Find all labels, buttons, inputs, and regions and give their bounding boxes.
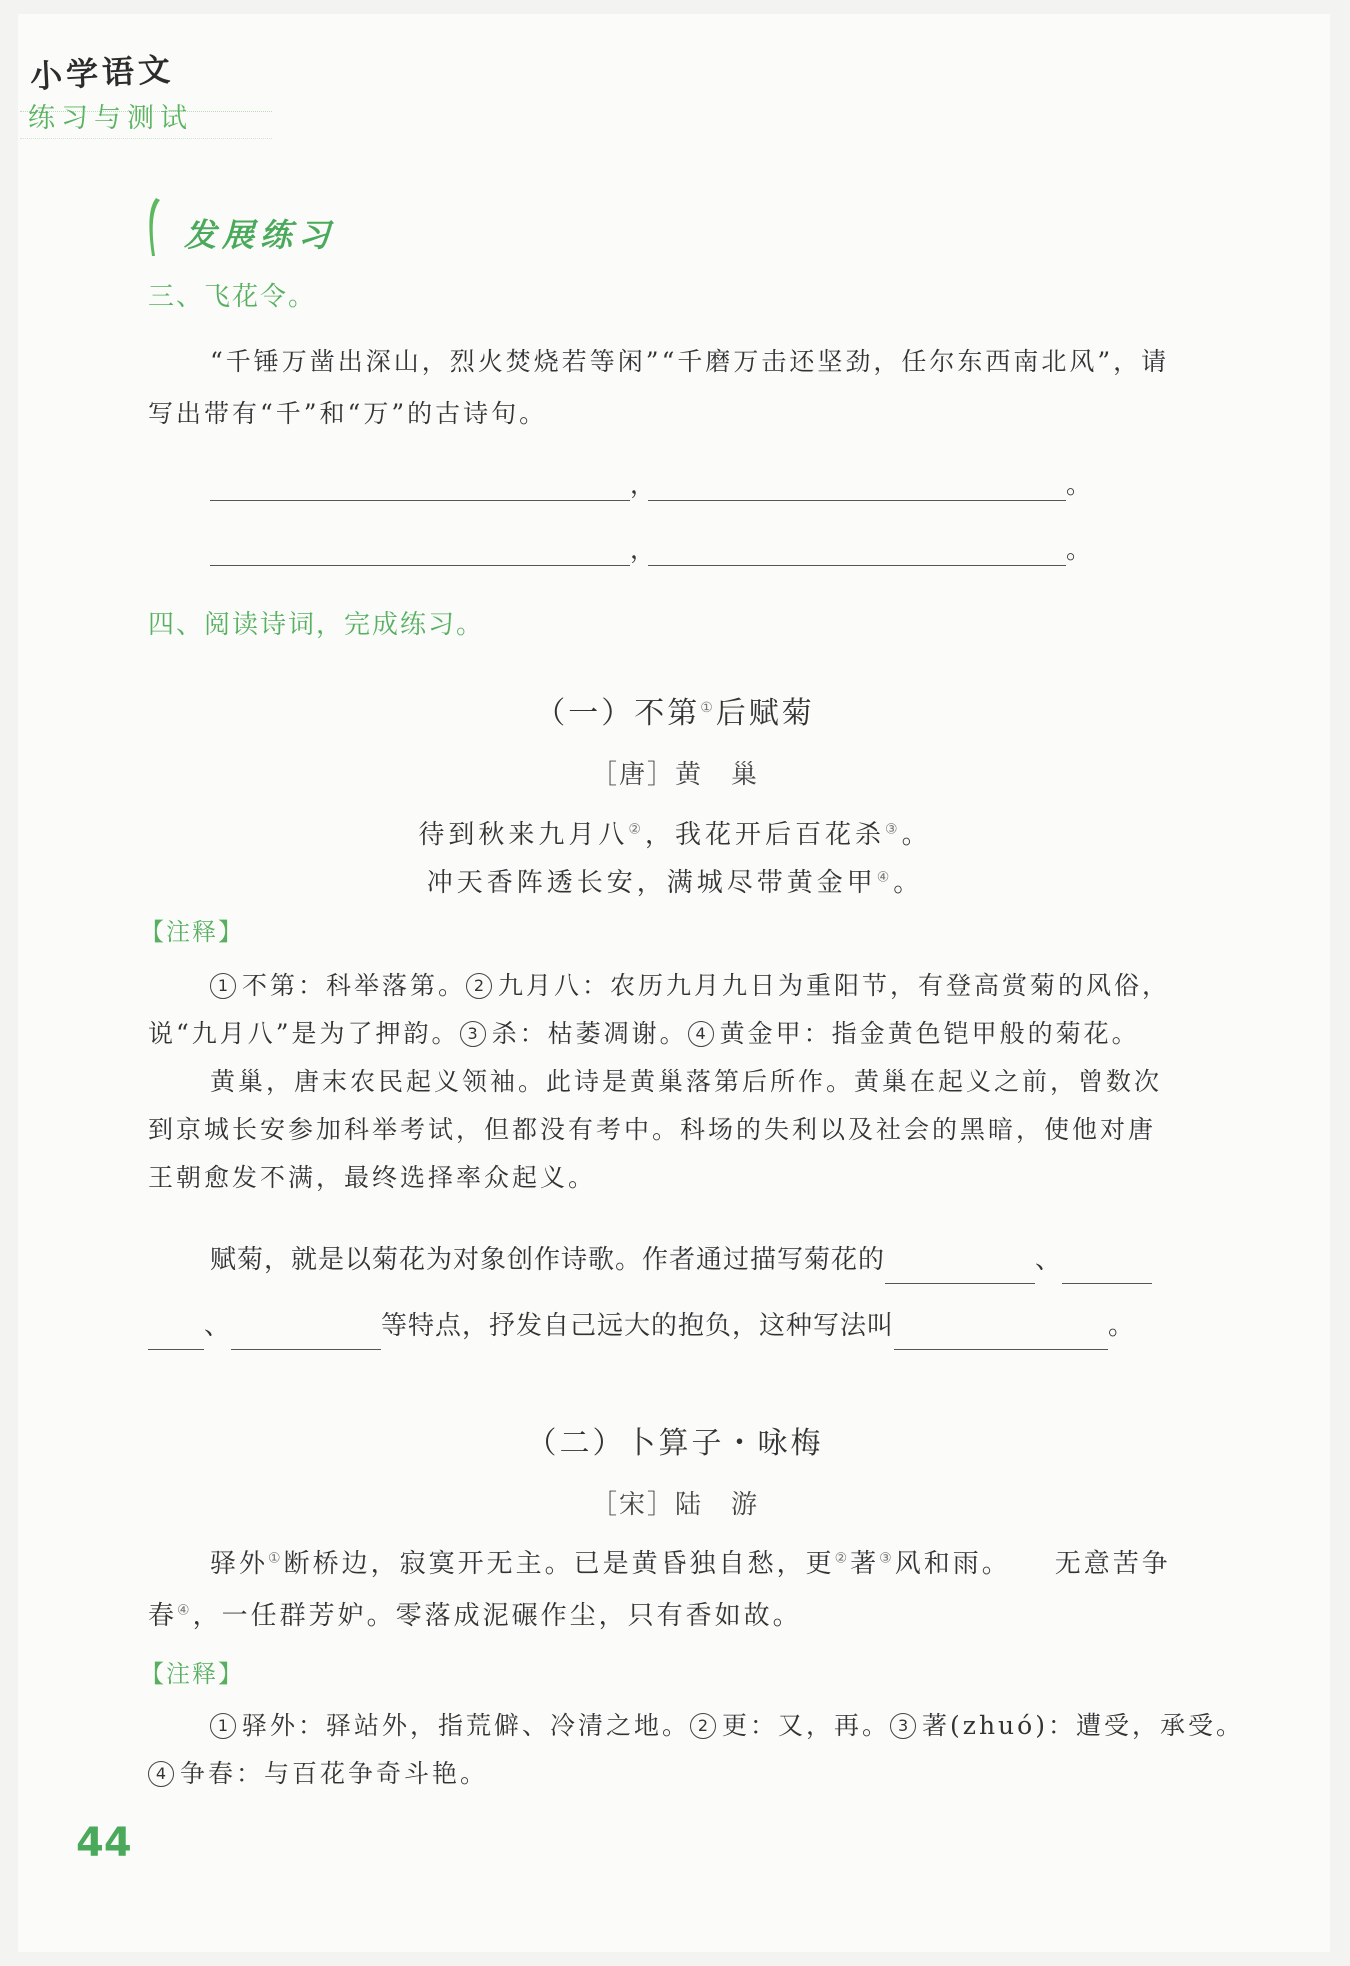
answer-blank[interactable] [148,1319,204,1350]
note-text: 驿外：驿站外，指荒僻、冷清之地。 [242,1711,691,1740]
question-3-prompt-line-1: “千锤万凿出深山，烈火焚烧若等闲”“千磨万击还坚劲，任尔东西南北风”，请 [210,347,1170,376]
comma: ， [630,470,656,499]
text: 春 [148,1601,178,1631]
circled-number: 1 [210,1713,236,1739]
answer-row-2 [210,530,1090,570]
separator: 、 [1035,1245,1063,1275]
text: 。 [893,868,924,898]
poem-1-question-line-2 [148,1302,1135,1350]
poem-1-background-line-2: 到京城长安参加科举考试，但都没有考中。科场的失利以及社会的黑暗，使他对唐 [148,1115,1157,1144]
poem-2-notes-tag: 【注释】 [140,1660,244,1688]
poem-1-title [0,688,1350,732]
text: ，一任群芳妒。零落成泥碾作尘，只有香如故。 [192,1601,802,1631]
poem-1-title-a: （一）不第 [535,696,701,731]
note-text: 杀：枯萎凋谢。 [491,1019,688,1048]
note-text: 著(zhuó)：遭受，承受。 [922,1711,1244,1740]
text: 驿外 [210,1549,269,1579]
footnote-mark: ③ [885,821,902,838]
circled-number: 3 [890,1713,916,1739]
footnote-mark: ③ [879,1550,895,1567]
question-3-prompt-line-2: 写出带有“千”和“万”的古诗句。 [148,399,548,428]
note-text: 九月八：农历九月九日为重阳节，有登高赏菊的风俗， [498,971,1171,1000]
period: 。 [1066,535,1092,564]
question-4-heading: 四、阅读诗词，完成练习。 [148,610,485,640]
answer-blank[interactable] [1062,1253,1152,1284]
note-text: 不第：科举落第。 [242,971,467,1000]
text: 断桥边，寂寞开无主。已是黄昏独自愁，更 [283,1549,835,1579]
poem-1-background-line-1: 黄巢，唐末农民起义领袖。此诗是黄巢落第后所作。黄巢在起义之前，曾数次 [210,1067,1163,1096]
book-title: 小学语文 [29,50,176,96]
text: 。 [901,820,932,850]
note-text: 更：又，再。 [722,1711,891,1740]
separator: 、 [204,1311,232,1341]
note-text: 说“九月八”是为了押韵。 [148,1019,460,1048]
poem-2-line-2 [148,1592,802,1640]
comma: ， [630,535,656,564]
poem-1-notes-line-2 [148,1010,1188,1058]
answer-blank[interactable] [885,1253,1035,1284]
question-text: 等特点，抒发自己远大的抱负，这种写法叫 [381,1311,895,1341]
circled-number: 2 [690,1713,716,1739]
text: 冲天香阵透长安，满城尽带黄金甲 [426,868,877,898]
footnote-mark: ② [834,1550,851,1567]
poem-1-notes-line-1 [210,962,1210,1010]
circled-number: 4 [688,1021,714,1047]
note-text: 争春：与百花争奇斗艳。 [180,1759,489,1788]
circled-number: 2 [466,973,492,999]
footnote-mark: ① [268,1550,284,1567]
footnote-mark: ④ [177,1602,193,1619]
answer-blank[interactable] [210,470,630,501]
answer-blank[interactable] [648,470,1066,501]
circled-number: 4 [148,1761,174,1787]
section-leaf-icon [146,198,160,256]
circled-number: 1 [210,973,236,999]
poem-2-notes-line-1 [210,1702,1244,1750]
header-divider-lower [20,138,272,139]
poem-2-author: ［宋］陆 游 [590,1490,759,1520]
poem-1-line-2 [0,862,1350,899]
section-title: 发展练习 [184,216,337,254]
poem-1-question-line-1 [210,1236,1152,1284]
answer-blank[interactable] [210,535,630,566]
page-number: 44 [76,1820,132,1866]
question-3-heading: 三、飞花令。 [148,282,317,312]
footnote-mark: ② [628,821,645,838]
book-subtitle: 练习与测试 [28,103,193,134]
poem-2-notes-line-2 [148,1750,488,1798]
footnote-mark: ④ [876,869,894,886]
answer-blank[interactable] [894,1319,1108,1350]
poem-2-title: （二）卜算子・咏梅 [526,1426,824,1461]
poem-1-notes-tag: 【注释】 [140,918,244,946]
text: ，我花开后百花杀 [644,820,885,850]
text: 无意苦争 [1054,1549,1171,1579]
text: 风和雨。 [894,1549,1011,1579]
footnote-mark: ① [700,700,716,716]
answer-row-1 [210,465,1090,505]
question-text: 赋菊，就是以菊花为对象创作诗歌。作者通过描写菊花的 [210,1245,886,1275]
text: 著 [850,1549,880,1579]
poem-2-line-1 [210,1540,1210,1588]
circled-number: 3 [460,1021,486,1047]
poem-1-line-1 [0,814,1350,851]
period: 。 [1066,470,1092,499]
poem-1-author: ［唐］黄 巢 [590,760,759,790]
period: 。 [1108,1311,1136,1341]
note-text: 黄金甲：指金黄色铠甲般的菊花。 [719,1019,1140,1048]
answer-blank[interactable] [648,535,1066,566]
poem-1-background-line-3: 王朝愈发不满，最终选择率众起义。 [148,1163,597,1192]
text: 待到秋来九月八 [418,820,629,850]
answer-blank[interactable] [231,1319,381,1350]
poem-1-title-b: 后赋菊 [715,696,815,731]
